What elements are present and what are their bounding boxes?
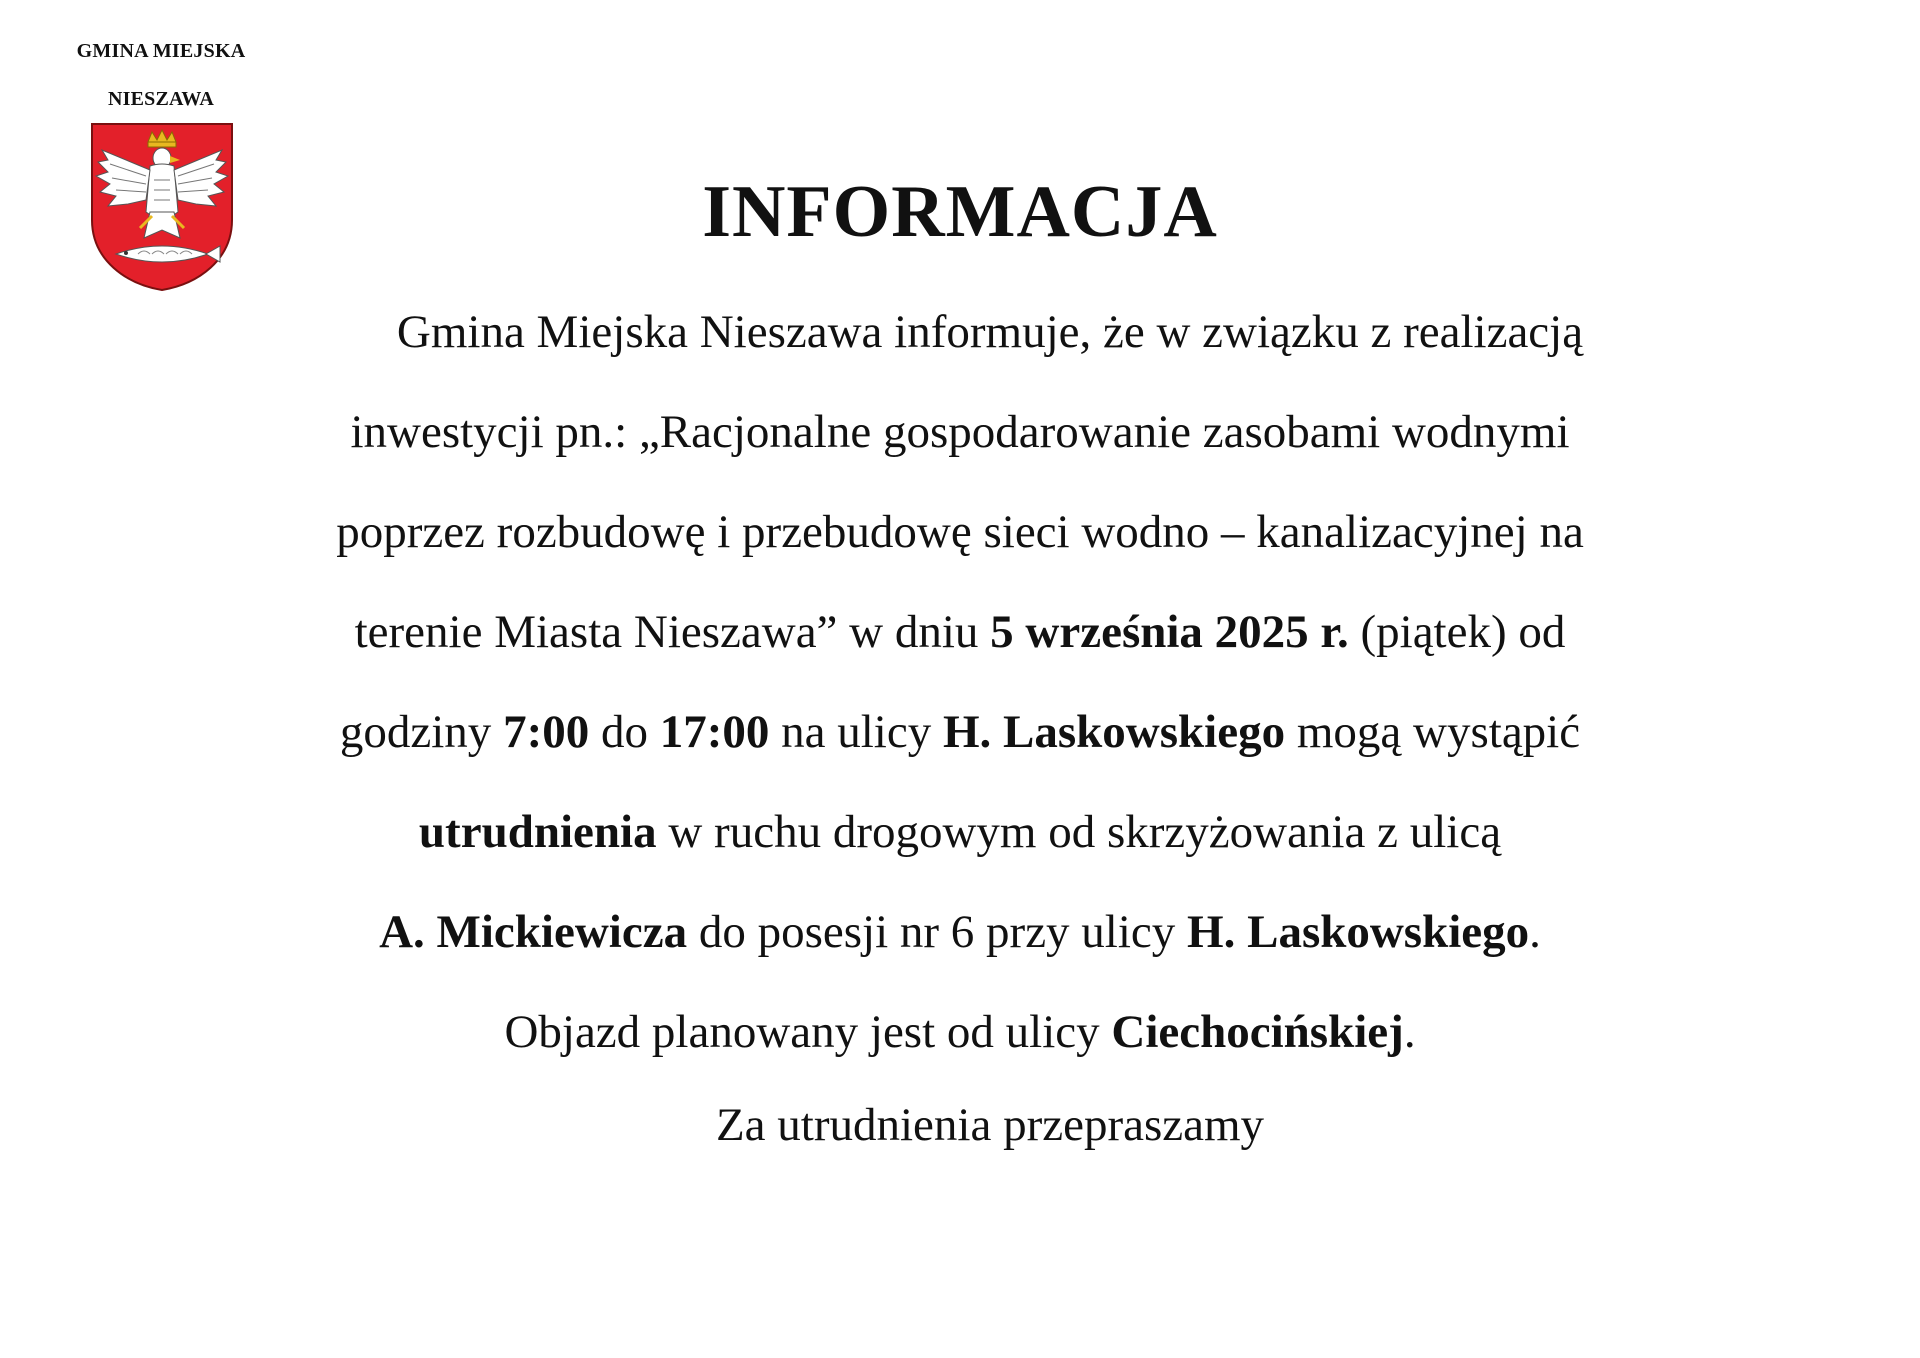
body-line-7 xyxy=(180,882,1740,982)
municipality-header xyxy=(50,38,272,112)
street-name-2: H. Laskowskiego xyxy=(1187,906,1530,958)
body-line-4-text: terenie Miasta Nieszawa” w dniu xyxy=(354,606,991,658)
detour-street: Ciechocińskiej xyxy=(1111,1006,1404,1058)
end-time: 17:00 xyxy=(659,706,770,758)
body-line-5-tail: mogą wystąpić xyxy=(1285,706,1581,758)
body-line-5-street-prefix: na ulicy xyxy=(769,706,943,758)
body-line-8-period: . xyxy=(1403,1006,1416,1058)
body-line-7-text: do posesji nr 6 przy ulicy xyxy=(687,906,1188,958)
start-time: 7:00 xyxy=(503,706,590,758)
body-line-5-to: do xyxy=(589,706,660,758)
page-title: INFORMACJA xyxy=(702,171,1218,253)
detour-text: Objazd planowany jest od ulicy xyxy=(504,1006,1112,1058)
body-line-8 xyxy=(180,982,1740,1082)
date-bold: 5 września 2025 r. xyxy=(990,606,1349,658)
closing-apology: Za utrudnienia przepraszamy xyxy=(715,1099,1265,1151)
body-line-1: Gmina Miejska Nieszawa informuje, że w związku z realizacją xyxy=(396,306,1584,358)
body-line-7-period: . xyxy=(1529,906,1541,958)
header-line-2: NIESZAWA xyxy=(107,88,215,110)
body-line-5 xyxy=(180,682,1740,782)
crossing-street: A. Mickiewicza xyxy=(379,906,688,958)
street-name: H. Laskowskiego xyxy=(942,706,1286,758)
body-line-4-tail: (piątek) od xyxy=(1348,606,1566,658)
announcement-body xyxy=(180,282,1740,1082)
crown-icon xyxy=(148,130,176,147)
header-line-1: GMINA MIEJSKA xyxy=(76,40,246,62)
body-line-6 xyxy=(180,782,1740,882)
body-line-4 xyxy=(180,582,1740,682)
body-line-3: poprzez rozbudowę i przebudowę sieci wodno – kanalizacyjnej na xyxy=(336,506,1584,558)
body-line-6-text: w ruchu drogowym od skrzyżowania z ulicą xyxy=(656,806,1502,858)
difficulties-bold: utrudnienia xyxy=(418,806,657,858)
body-line-2: inwestycji pn.: „Racjonalne gospodarowanie zasobami wodnymi xyxy=(350,406,1570,458)
body-line-5-text: godziny xyxy=(339,706,504,758)
